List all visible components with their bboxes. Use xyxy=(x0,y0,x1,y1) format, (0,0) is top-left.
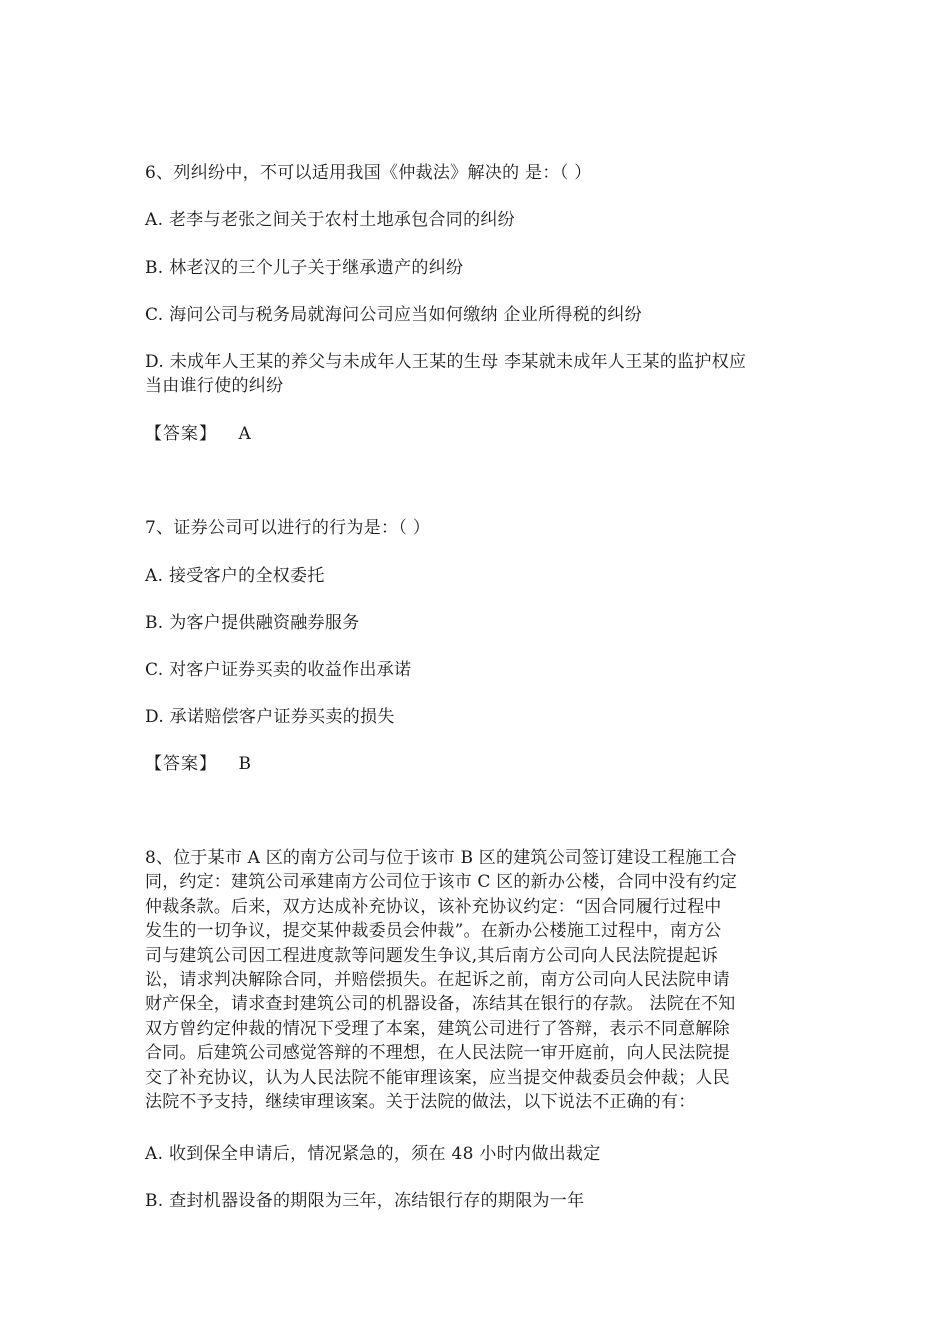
answer-label: 【答案】 xyxy=(145,754,217,774)
question-8-stem-line: 8、位于某市 A 区的南方公司与位于该市 B 区的建筑公司签订建设工程施工合 xyxy=(145,848,737,868)
question-8-stem-line: 双方曾约定仲裁的情况下受理了本案，建筑公司进行了答辩，表示不同意解除 xyxy=(145,1018,730,1039)
question-6-option-c: C. 海问公司与税务局就海问公司应当如何缴纳 企业所得税的纠纷 xyxy=(145,305,642,325)
question-8-stem xyxy=(145,846,810,1114)
question-6-option-b: B. 林老汉的三个儿子关于继承遗产的纠纷 xyxy=(145,258,464,278)
question-7-answer xyxy=(145,752,251,776)
question-6-answer xyxy=(145,422,251,446)
question-8-stem-line: 财产保全，请求查封建筑公司的机器设备，冻结其在银行的存款。 法院在不知 xyxy=(145,994,736,1015)
question-8-stem-line: 发生的一切争议，提交某仲裁委员会仲裁”。在新办公楼施工过程中，南方公 xyxy=(145,921,722,942)
question-8-option-b: B. 查封机器设备的期限为三年，冻结银行存的期限为一年 xyxy=(145,1191,585,1211)
question-6-stem: 6、列纠纷中，不可以适用我国《仲裁法》解决的 是：（ ） xyxy=(145,163,592,183)
question-8-stem-line: 司与建筑公司因工程进度款等问题发生争议,其后南方公司向人民法院提起诉 xyxy=(145,945,719,966)
question-7-option-c: C. 对客户证券买卖的收益作出承诺 xyxy=(145,660,412,680)
question-8-stem-line: 仲裁条款。后来，双方达成补充协议，该补充协议约定：“因合同履行过程中 xyxy=(145,896,722,917)
question-8-stem-line: 讼，请求判决解除合同，并赔偿损失。在起诉之前，南方公司向人民法院申请 xyxy=(145,970,730,991)
question-8-stem-line: 法院不予支持，继续审理该案。关于法院的做法，以下说法不正确的有： xyxy=(145,1092,696,1113)
question-7-option-d: D. 承诺赔偿客户证券买卖的损失 xyxy=(145,707,395,727)
question-7-option-b: B. 为客户提供融资融券服务 xyxy=(145,613,360,633)
question-8-stem-line: 合同。后建筑公司感觉答辩的不理想，在人民法院一审开庭前，向人民法院提 xyxy=(145,1043,730,1064)
question-7-option-a: A. 接受客户的全权委托 xyxy=(145,566,325,586)
question-8-stem-line: 交了补充协议，认为人民法院不能审理该案，应当提交仲裁委员会仲裁；人民 xyxy=(145,1067,730,1088)
question-6-option-d-line1: D. 未成年人王某的养父与未成年人王某的生母 李某就未成年人王某的监护权应 xyxy=(145,352,747,372)
answer-label: 【答案】 xyxy=(145,424,217,444)
question-6-option-a: A. 老李与老张之间关于农村土地承包合同的纠纷 xyxy=(145,210,515,230)
question-8-option-a: A. 收到保全申请后，情况紧急的，须在 48 小时内做出裁定 xyxy=(145,1144,601,1164)
answer-value: B xyxy=(238,754,252,774)
question-8-stem-line: 同，约定：建筑公司承建南方公司位于该市 C 区的新办公楼，合同中没有约定 xyxy=(145,872,738,893)
question-7-stem: 7、证券公司可以进行的行为是：（ ） xyxy=(145,518,431,538)
answer-value: A xyxy=(238,424,252,444)
question-6-option-d-line2: 当由谁行使的纠纷 xyxy=(145,376,284,396)
